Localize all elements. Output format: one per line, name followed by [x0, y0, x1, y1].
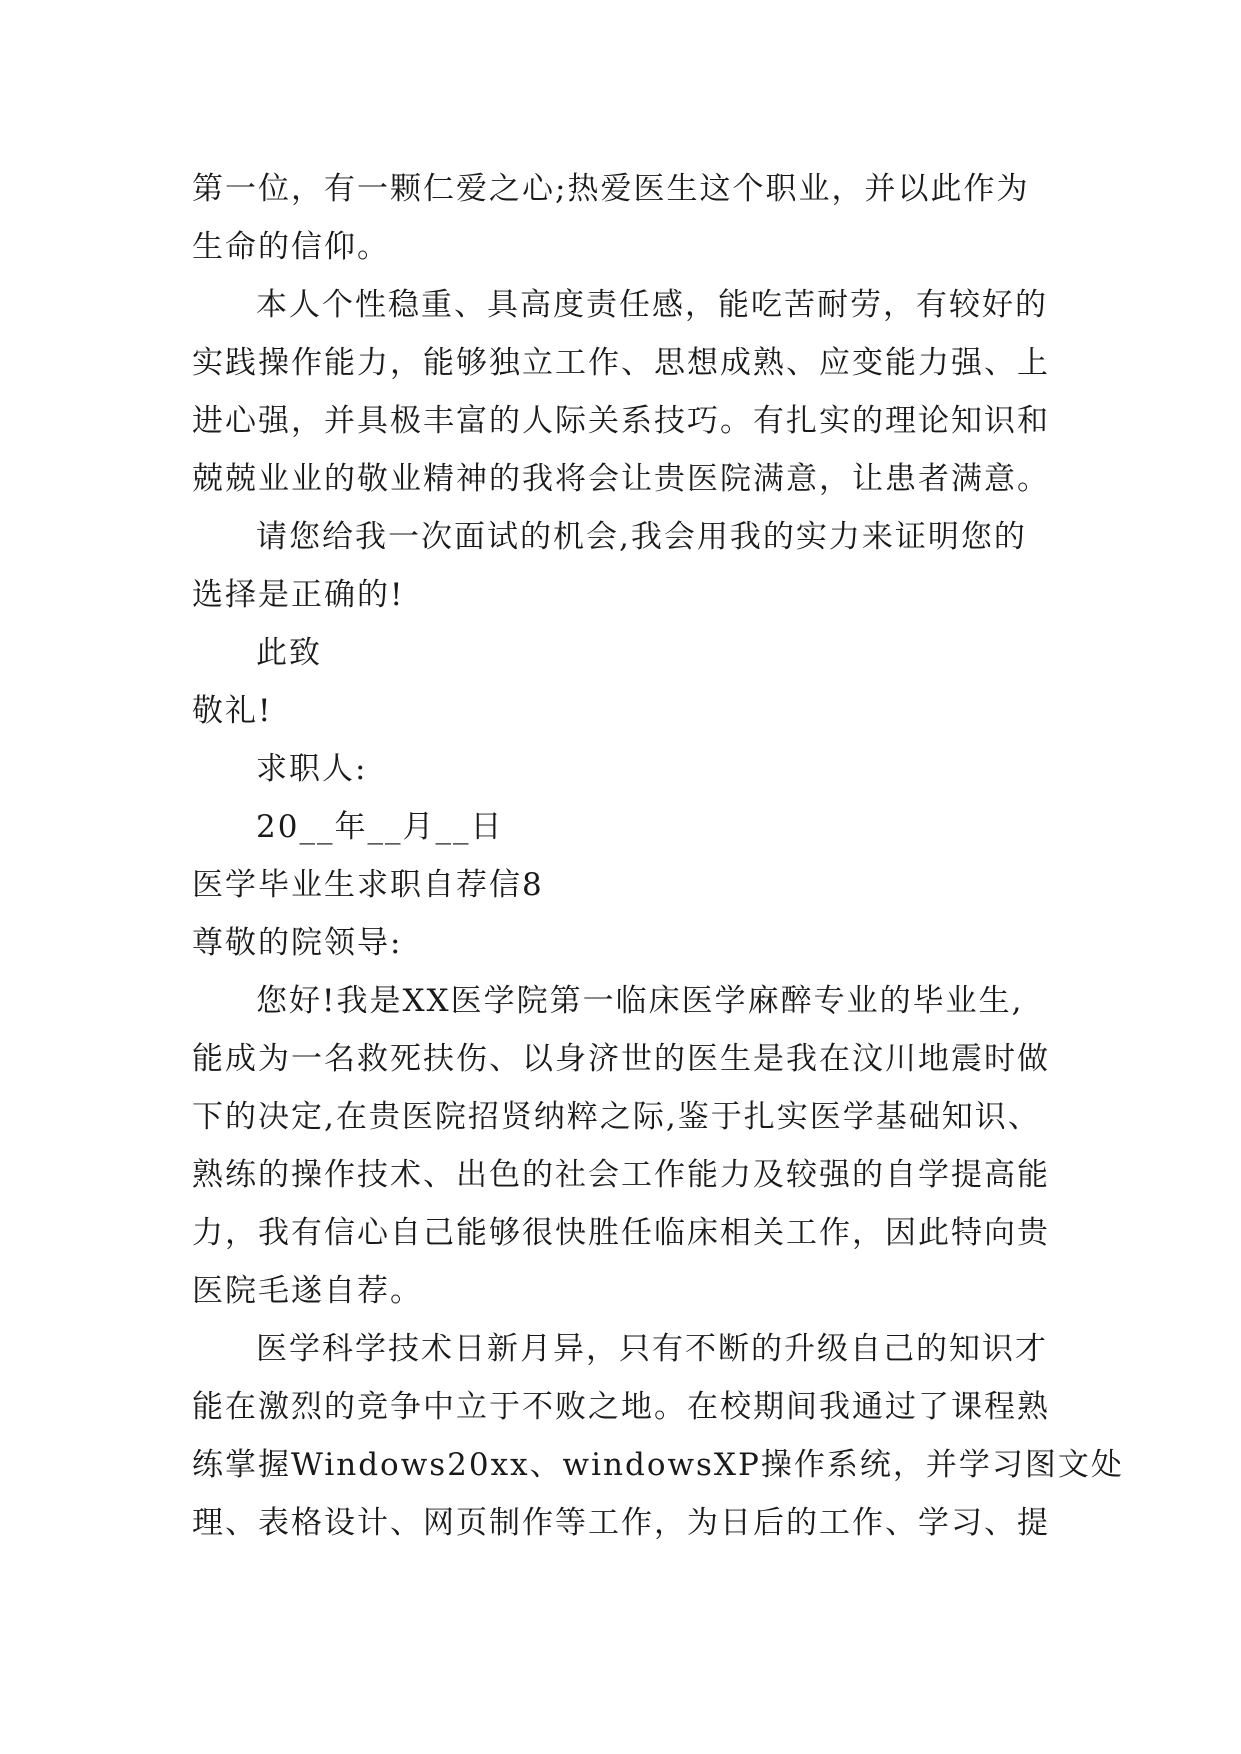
text-line: 请您给我一次面试的机会,我会用我的实力来证明您的	[256, 519, 1027, 555]
text-line: 选择是正确的!	[192, 577, 405, 613]
text-line: 兢兢业业的敬业精神的我将会让贵医院满意，让患者满意。	[192, 461, 1050, 497]
text-line: 医学科学技术日新月异，只有不断的升级自己的知识才	[256, 1331, 1048, 1367]
section-title: 医学毕业生求职自荐信8	[192, 867, 544, 903]
document-body	[192, 160, 1124, 1552]
text-line: 熟练的操作技术、出色的社会工作能力及较强的自学提高能	[192, 1157, 1050, 1193]
closing-regards: 敬礼!	[192, 693, 273, 729]
text-line: 练掌握Windows20xx、windowsXP操作系统，并学习图文处	[192, 1447, 1124, 1483]
closing-salutation: 此致	[256, 635, 322, 671]
text-line: 力，我有信心自己能够很快胜任临床相关工作，因此特向贵	[192, 1215, 1050, 1251]
date-line: 20__年__月__日	[256, 809, 504, 845]
text-line: 您好!我是XX医学院第一临床医学麻醉专业的毕业生,	[256, 983, 1024, 1019]
greeting: 尊敬的院领导:	[192, 925, 403, 961]
text-line: 能在激烈的竞争中立于不败之地。在校期间我通过了课程熟	[192, 1389, 1050, 1425]
text-line: 理、表格设计、网页制作等工作，为日后的工作、学习、提	[192, 1505, 1050, 1541]
text-line: 进心强，并具极丰富的人际关系技巧。有扎实的理论知识和	[192, 403, 1050, 439]
text-line: 能成为一名救死扶伤、以身济世的医生是我在汶川地震时做	[192, 1041, 1050, 1077]
text-line: 下的决定,在贵医院招贤纳粹之际,鉴于扎实医学基础知识、	[192, 1099, 1041, 1135]
text-line: 第一位，有一颗仁爱之心;热爱医生这个职业，并以此作为	[192, 171, 1030, 207]
text-line: 实践操作能力，能够独立工作、思想成熟、应变能力强、上	[192, 345, 1050, 381]
text-line: 生命的信仰。	[192, 229, 390, 265]
applicant-signature: 求职人:	[256, 751, 368, 787]
text-line: 医院毛遂自荐。	[192, 1273, 423, 1309]
text-line: 本人个性稳重、具高度责任感，能吃苦耐劳，有较好的	[256, 287, 1048, 323]
